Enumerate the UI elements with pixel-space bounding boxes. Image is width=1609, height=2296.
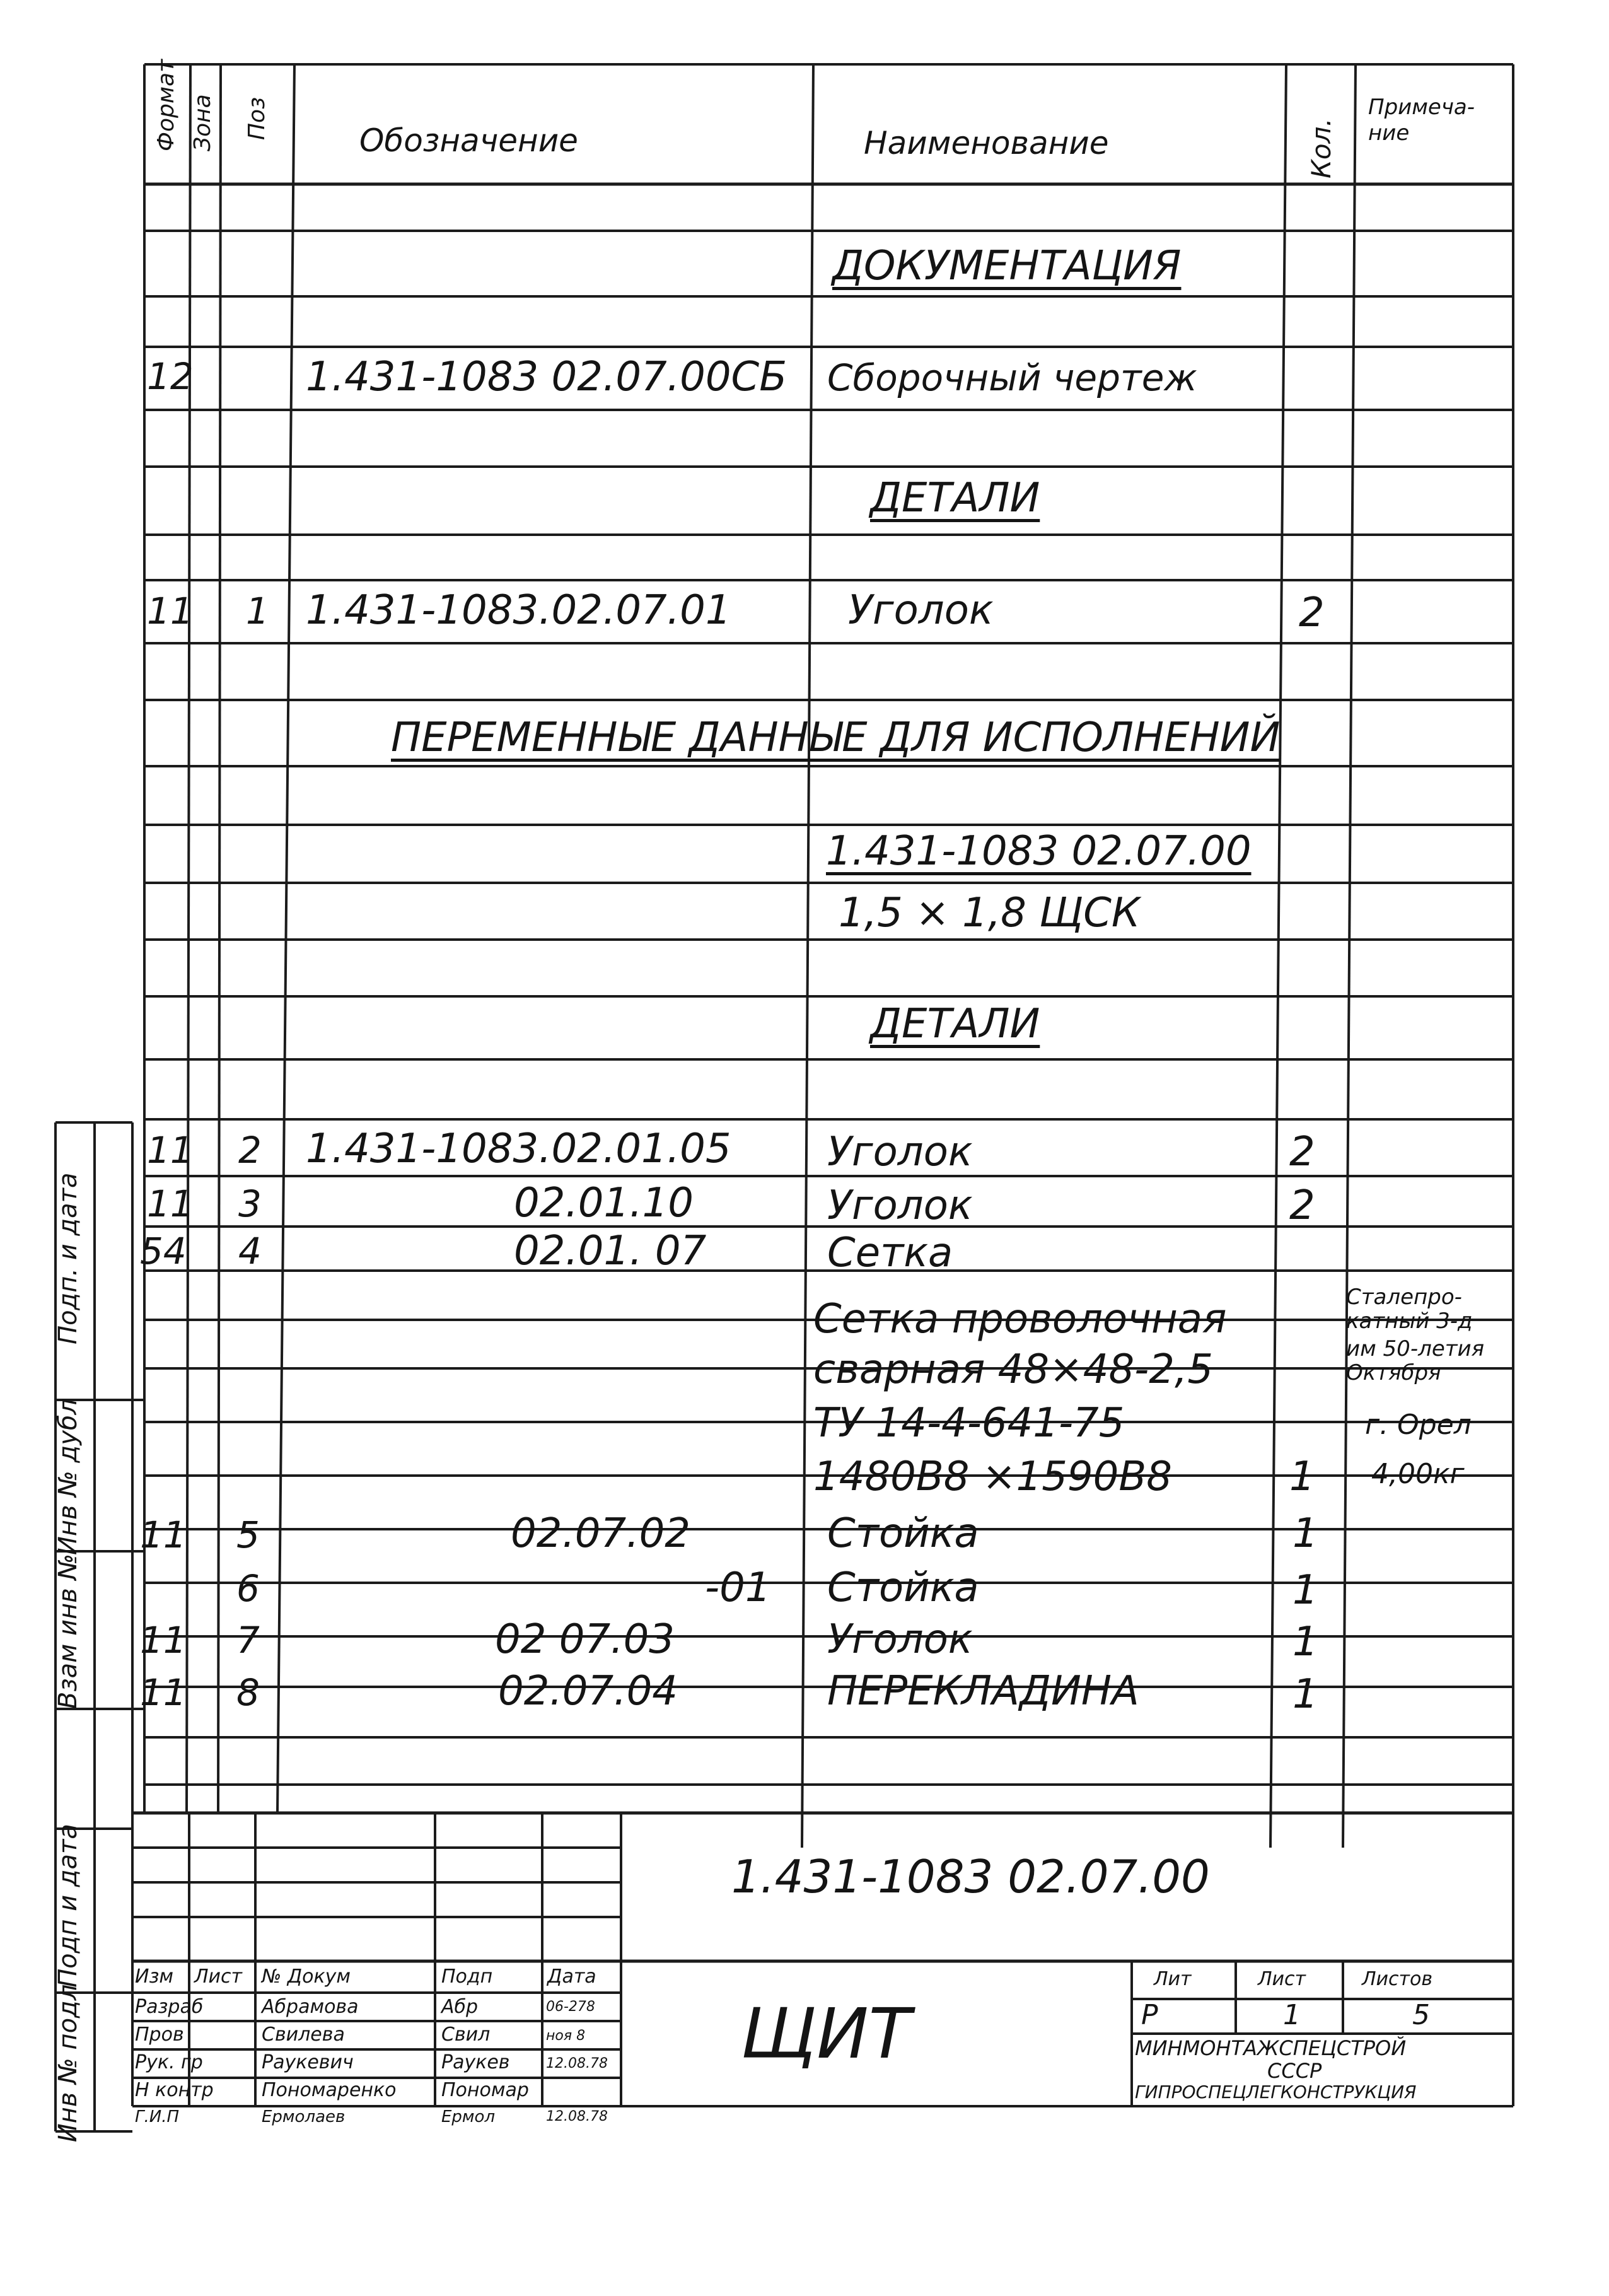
row1-name: Сборочный чертеж <box>827 356 1197 399</box>
row11-name: Стойка <box>827 1565 979 1611</box>
row12-pos: 7 <box>236 1619 260 1662</box>
row7-name: сварная 48×48-2,5 <box>813 1346 1214 1393</box>
row13-designation: 02.07.04 <box>498 1668 678 1715</box>
row2-format: 11 <box>147 590 194 632</box>
sheets-value: 5 <box>1412 1999 1430 2031</box>
row9-qty: 1 <box>1289 1454 1315 1500</box>
sheet-value: 1 <box>1283 1999 1301 2031</box>
header-zone: Зона <box>190 94 216 151</box>
row10-name: Стойка <box>827 1510 979 1557</box>
row4-name: Уголок <box>827 1182 973 1229</box>
row10-pos: 5 <box>236 1513 260 1556</box>
col-date: Дата <box>547 1966 596 1988</box>
org-line-2: СССР <box>1267 2059 1322 2083</box>
side-label-sign-date-1: Подп. и дата <box>54 1172 83 1344</box>
row4-format: 11 <box>147 1182 194 1225</box>
col-doc: № Докум <box>262 1966 351 1988</box>
row12-designation: 02 07.03 <box>495 1616 675 1663</box>
section-details-2: ДЕТАЛИ <box>870 1001 1040 1047</box>
header-format: Формат <box>153 59 179 151</box>
side-label-sign-date-2: Подп и дата <box>54 1824 83 1988</box>
side-label-inv-dubl: Инв № дубл <box>54 1398 83 1556</box>
variant-code: 1.431-1083 02.07.00 <box>826 828 1252 875</box>
row6-name: Сетка проволочная <box>813 1296 1227 1343</box>
role-4-sign: Пономар <box>441 2079 529 2101</box>
drawing-title: ЩИТ <box>741 1993 911 2074</box>
row5-format: 54 <box>140 1230 187 1273</box>
row12-format: 11 <box>140 1619 187 1662</box>
row11-pos: 6 <box>236 1567 260 1610</box>
role-3: Рук. гр <box>135 2051 203 2073</box>
row13-qty: 1 <box>1292 1671 1318 1718</box>
role-2-sign: Свил <box>441 2024 491 2046</box>
role-3-name: Раукевич <box>262 2051 354 2073</box>
side-label-inv-podl: Инв № подл <box>54 1984 83 2143</box>
section-documentation: ДОКУМЕНТАЦИЯ <box>832 243 1182 289</box>
row5-designation: 02.01. 07 <box>514 1228 707 1274</box>
org-line-1: МИНМОНТАЖСПЕЦСТРОЙ <box>1135 2036 1407 2060</box>
row6-note: Сталепро- <box>1346 1285 1462 1310</box>
row10-qty: 1 <box>1292 1510 1318 1557</box>
col-sign: Подп <box>441 1966 493 1988</box>
row7b-note: Октября <box>1346 1360 1441 1385</box>
row6b-note: катный 3-д <box>1346 1308 1473 1334</box>
row13-format: 11 <box>140 1671 187 1714</box>
row12-qty: 1 <box>1292 1619 1318 1665</box>
role-1: Разраб <box>135 1996 204 2018</box>
variant-size: 1,5 × 1,8 ЩСК <box>839 890 1141 936</box>
role-2: Пров <box>135 2024 184 2046</box>
row3-qty: 2 <box>1289 1129 1315 1175</box>
col-list: Лист <box>194 1966 243 1988</box>
role-5-name: Ермолаев <box>262 2107 346 2126</box>
row11-designation: -01 <box>705 1565 771 1611</box>
lit-label: Лит <box>1154 1968 1192 1990</box>
header-name: Наименование <box>864 125 1109 161</box>
row13-name: ПЕРЕКЛАДИНА <box>827 1668 1139 1715</box>
role-1-date: 06-278 <box>546 1999 595 2015</box>
sheet-label: Лист <box>1258 1968 1306 1990</box>
row8-name: ТУ 14-4-641-75 <box>813 1400 1125 1447</box>
side-label-vzam-inv: Взам инв № <box>54 1553 83 1710</box>
role-2-name: Свилева <box>262 2024 345 2046</box>
role-5-sign: Ермол <box>441 2107 496 2126</box>
role-2-date: ноя 8 <box>546 2028 586 2044</box>
sheets-label: Листов <box>1362 1968 1433 1990</box>
org-line-3: ГИПРОСПЕЦЛЕГКОНСТРУКЦИЯ <box>1135 2082 1417 2102</box>
role-5-date: 12.08.78 <box>546 2109 608 2124</box>
section-variable-data: ПЕРЕМЕННЫЕ ДАННЫЕ ДЛЯ ИСПОЛНЕНИЙ <box>391 714 1281 761</box>
row2-designation: 1.431-1083.02.07.01 <box>306 587 731 634</box>
row4-designation: 02.01.10 <box>514 1180 694 1227</box>
row1-format: 12 <box>147 355 194 398</box>
row8-note: г. Орел <box>1365 1409 1472 1441</box>
header-note: Примеча- ние <box>1368 95 1475 146</box>
header-pos: Поз <box>244 96 270 141</box>
role-1-name: Абрамова <box>262 1996 359 2018</box>
row2-qty: 2 <box>1299 590 1325 636</box>
row9-name: 1480В8 ×1590В8 <box>813 1454 1172 1500</box>
row5-pos: 4 <box>238 1230 262 1273</box>
row4-pos: 3 <box>238 1182 262 1225</box>
row2-name: Уголок <box>848 587 994 634</box>
row2-pos: 1 <box>246 590 269 632</box>
row3-designation: 1.431-1083.02.01.05 <box>306 1126 731 1172</box>
role-4: Н контр <box>135 2079 214 2101</box>
row10-format: 11 <box>140 1513 187 1556</box>
role-3-sign: Раукев <box>441 2051 510 2073</box>
lit-value: Р <box>1141 1999 1158 2031</box>
role-4-name: Пономаренко <box>262 2079 397 2101</box>
col-izm: Изм <box>135 1966 174 1988</box>
row9-note: 4,00кг <box>1371 1458 1465 1490</box>
row11-qty: 1 <box>1292 1567 1318 1614</box>
header-qty: Кол. <box>1306 118 1337 178</box>
header-designation: Обозначение <box>359 122 578 159</box>
section-details-1: ДЕТАЛИ <box>870 475 1040 522</box>
row1-designation: 1.431-1083 02.07.00СБ <box>306 354 787 400</box>
doc-number: 1.431-1083 02.07.00 <box>731 1850 1210 1903</box>
row3-pos: 2 <box>238 1129 262 1172</box>
row3-name: Уголок <box>827 1129 973 1175</box>
row13-pos: 8 <box>236 1671 260 1714</box>
role-3-date: 12.08.78 <box>546 2056 608 2072</box>
row7-note: им 50-летия <box>1346 1336 1485 1361</box>
row3-format: 11 <box>147 1129 194 1172</box>
row10-designation: 02.07.02 <box>511 1510 690 1557</box>
row5-name: Сетка <box>827 1230 953 1276</box>
row4-qty: 2 <box>1289 1182 1315 1229</box>
role-1-sign: Абр <box>441 1996 479 2018</box>
row12-name: Уголок <box>827 1616 973 1663</box>
role-5: Г.И.П <box>135 2107 180 2126</box>
